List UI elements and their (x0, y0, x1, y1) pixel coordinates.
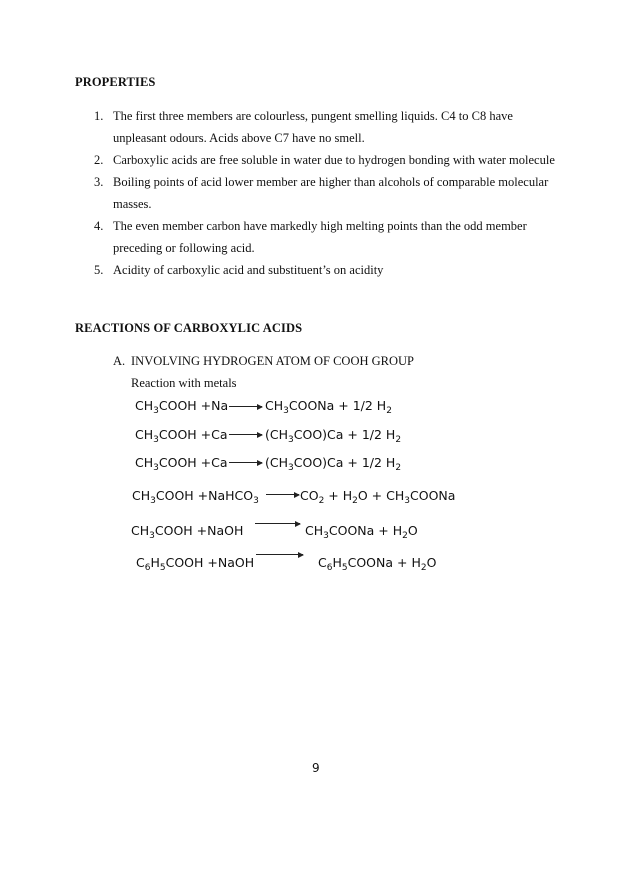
reaction-arrow-icon (266, 494, 299, 495)
list-text-cont: unpleasant odours. Acids above C7 have no smell. (113, 131, 365, 145)
heading-reactions: REACTIONS OF CARBOXYLIC ACIDS (75, 321, 303, 335)
list-item (94, 259, 559, 281)
list-text-cont: preceding or following acid. (113, 241, 255, 255)
equation-rhs: $(CH_3COO)Ca + 1/2$ $H_2$ (265, 455, 402, 473)
equation-lhs: $C_6H_5COOH$ +NaOH (136, 555, 255, 573)
equation-rhs: $CO_2 + H_2O$ + $CH_3COONa$ (300, 488, 456, 506)
section-a-text: INVOLVING HYDROGEN ATOM OF COOH GROUP (131, 354, 415, 368)
equation-rhs: $C_6H_5COONa + H_2O$ (318, 555, 437, 573)
equation-lhs: $CH_3COOH +Ca$ (135, 455, 228, 473)
list-text: Boiling points of acid lower member are higher than alcohols of comparable molecular (113, 175, 549, 189)
equation-lhs: $CH_3COOH +Ca$ (135, 427, 228, 445)
list-item (94, 215, 559, 259)
equation-lhs: $CH_3COOH +Na$ (135, 398, 229, 416)
section-a-number: A. (113, 354, 126, 368)
list-text: Acidity of carboxylic acid and substituent’s on acidity (113, 263, 384, 277)
section-a-title (113, 354, 414, 369)
reaction-arrow-icon (255, 523, 300, 524)
list-text: The first three members are colourless, pungent smelling liquids. C4 to C8 have (113, 109, 513, 123)
page-number: 9 (312, 761, 320, 775)
list-text-cont: masses. (113, 197, 152, 211)
equation-rhs: $CH_3COONa + 1/2$ $H_2$ (265, 398, 392, 416)
list-number: 3. (94, 175, 104, 189)
equation-lhs: $CH_3COOH$ +NaHCO$_3$ (132, 488, 259, 506)
list-text: Carboxylic acids are free soluble in water due to hydrogen bonding with water molecule (113, 153, 555, 167)
properties-list (94, 105, 559, 281)
list-number: 4. (94, 219, 104, 233)
reaction-arrow-icon (256, 554, 303, 555)
list-item (94, 171, 559, 215)
list-item (94, 105, 559, 149)
equation-lhs: $CH_3COOH$ +NaOH (131, 523, 244, 541)
reaction-arrow-icon (229, 462, 262, 463)
section-a-subtitle: Reaction with metals (131, 376, 237, 390)
equation-rhs: $CH_3COONa + H_2O$ (305, 523, 418, 541)
heading-properties: PROPERTIES (75, 75, 156, 89)
list-number: 2. (94, 153, 104, 167)
reaction-arrow-icon (229, 406, 262, 407)
list-number: 1. (94, 109, 104, 123)
reaction-arrow-icon (229, 434, 262, 435)
list-text: The even member carbon have markedly high melting points than the odd member (113, 219, 527, 233)
list-number: 5. (94, 263, 104, 277)
list-item (94, 149, 559, 171)
equation-rhs: $(CH_3COO)Ca + 1/2$ $H_2$ (265, 427, 402, 445)
